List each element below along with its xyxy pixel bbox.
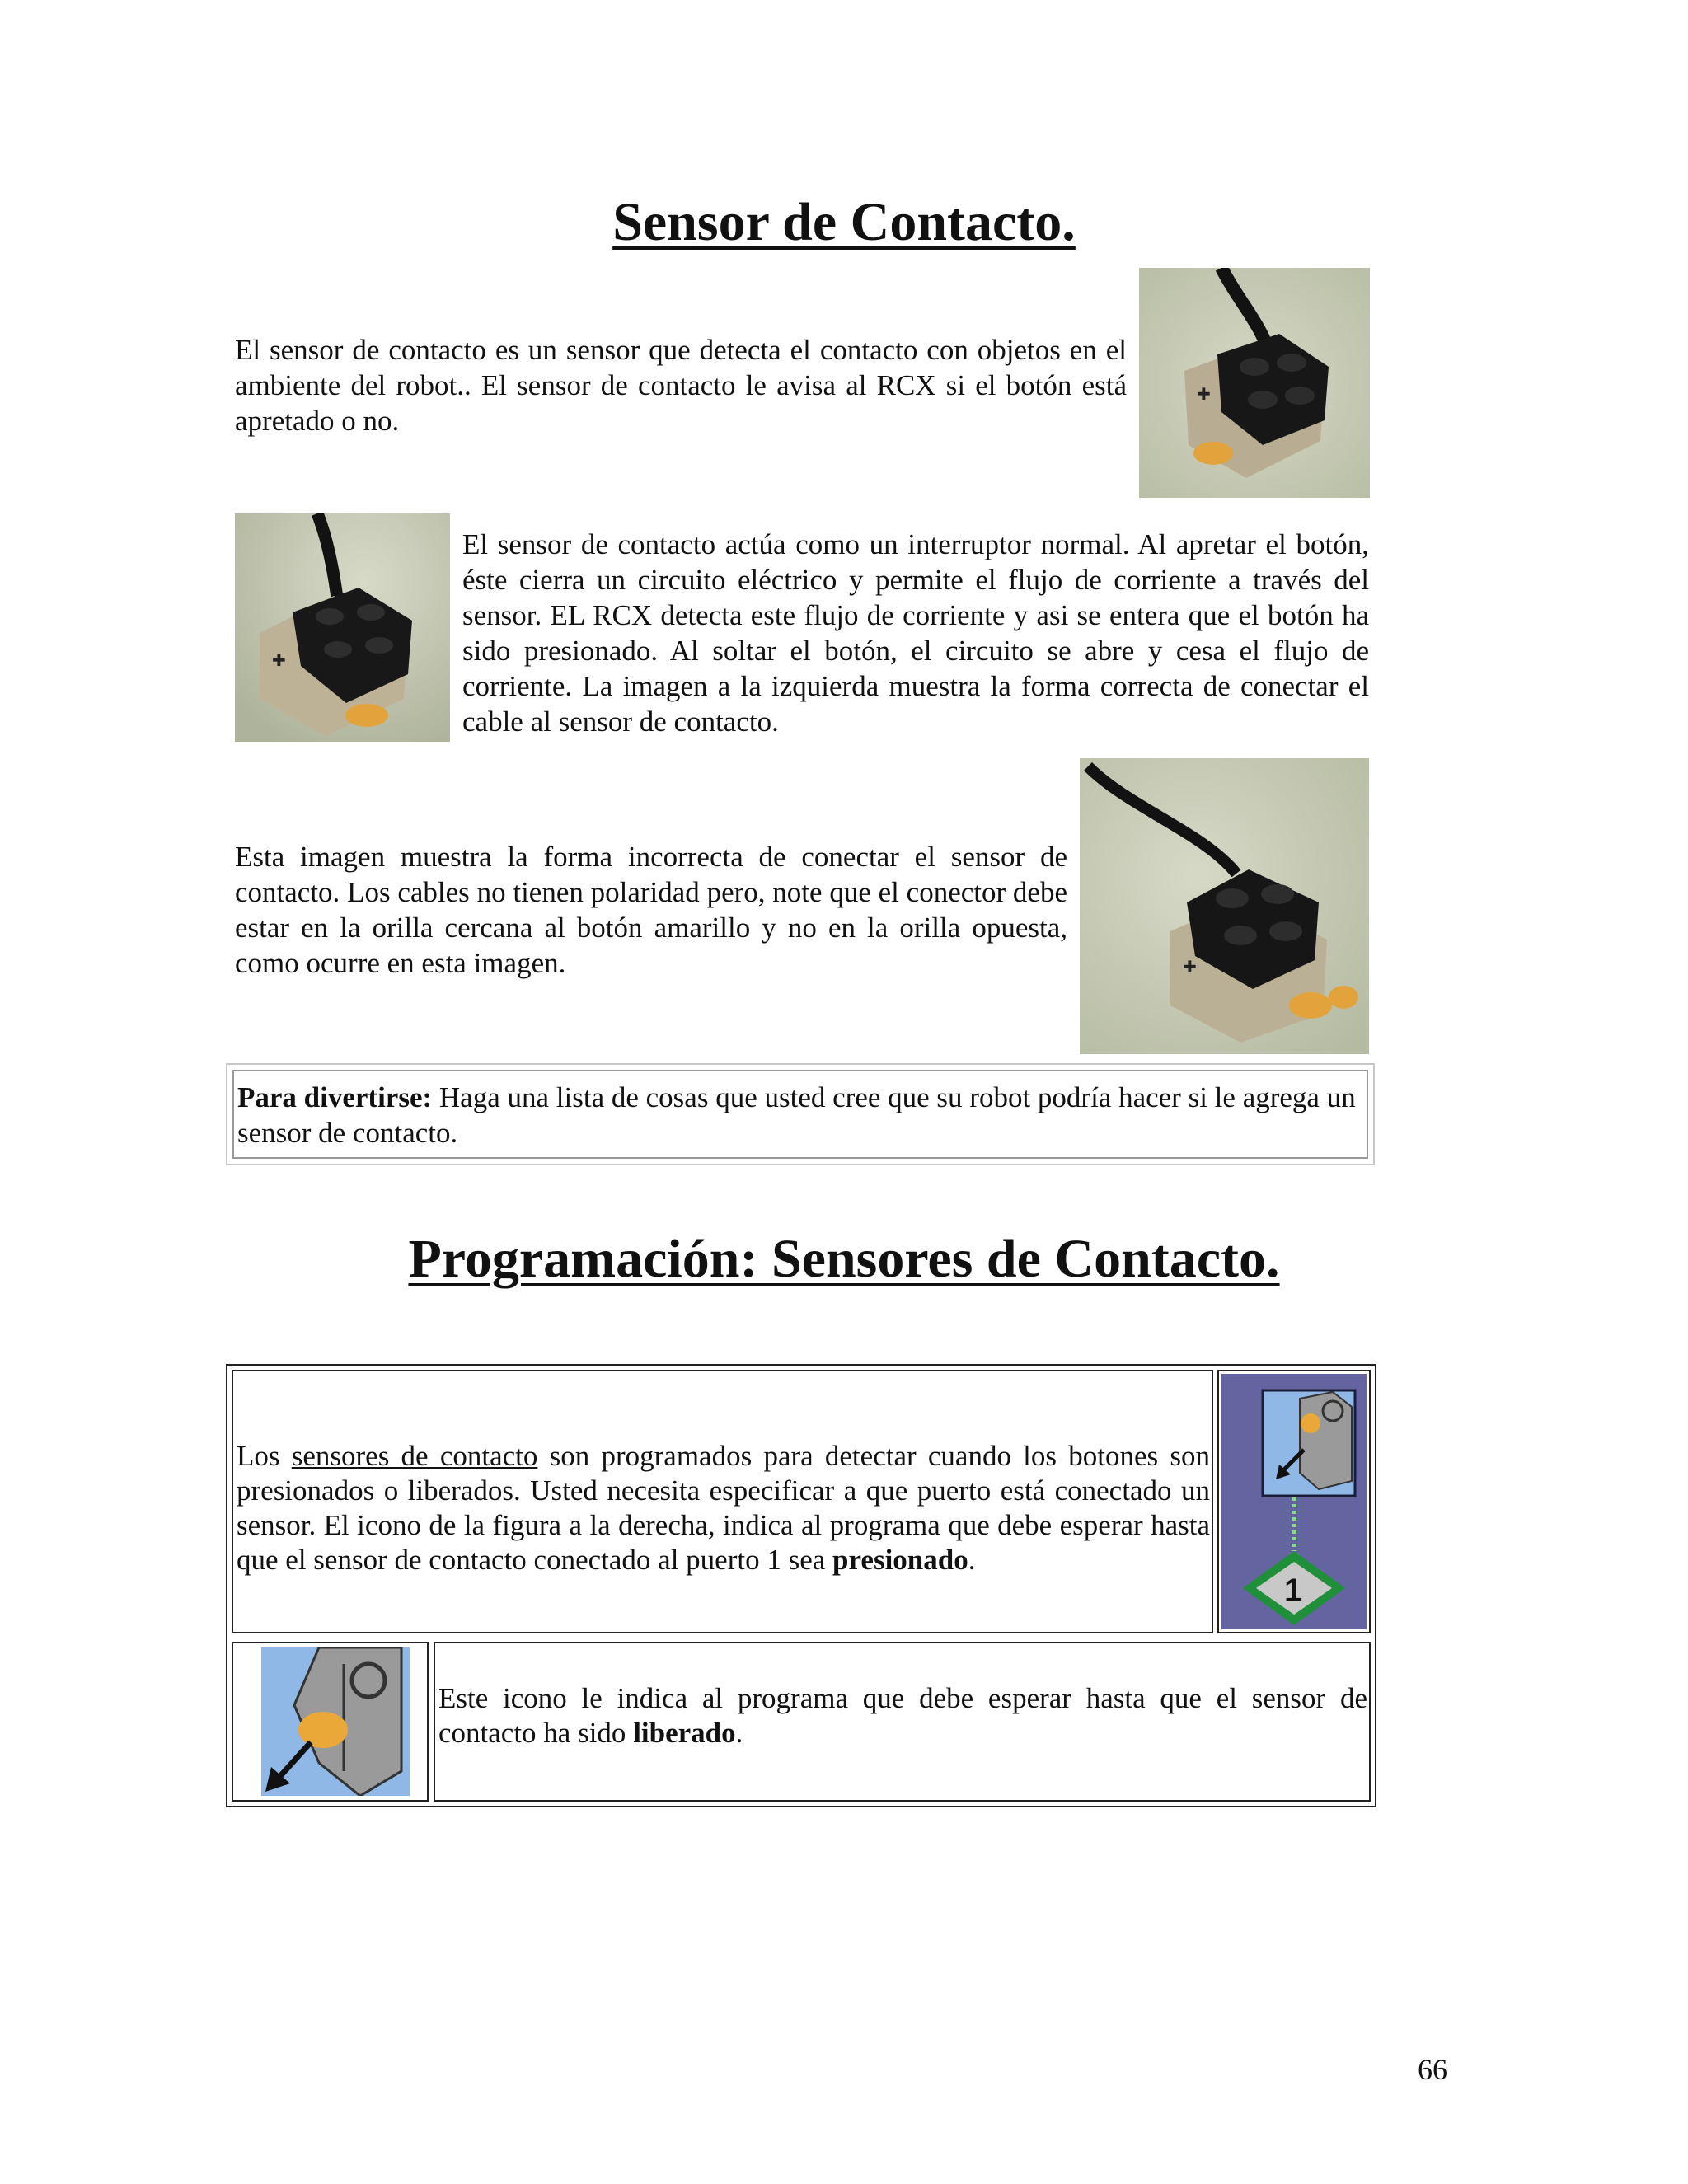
intro-paragraph: El sensor de contacto es un sensor que detecta el contacto con objetos en el ambiente del robot.. El sensor de contacto le avisa al RCX si el botón está apretado o no. [235, 334, 1127, 437]
touch-sensor-correct-photo [235, 513, 450, 742]
fun-box [226, 1063, 1375, 1165]
pressed-description: Los sensores de contacto son programados para detectar cuando los botones son presionados o liberados. Usted necesita especificar a que puerto está conectado un sensor. El icono de la figura a la derecha, indica al programa que debe esperar hasta que el sensor de contacto conectado al puerto 1 sea presionado. [237, 1440, 1210, 1576]
svg-text:✚: ✚ [272, 652, 286, 670]
touch-sensor-photo-1 [1139, 268, 1370, 498]
wait-released-icon [261, 1647, 410, 1796]
page-number: 66 [1418, 2053, 1447, 2086]
fun-box-body: Haga una lista de cosas que usted cree que su robot podría hacer si le agrega un sensor de contacto. [237, 1081, 1356, 1149]
table-cell-released-text [434, 1642, 1371, 1802]
touch-sensors-link[interactable]: sensores de contacto [291, 1440, 538, 1472]
table-cell-pressed-icon [1217, 1370, 1371, 1633]
table-cell-pressed-text [232, 1370, 1213, 1633]
incorrect-paragraph: Esta imagen muestra la forma incorrecta de conectar el sensor de contacto. Los cables no tienen polaridad pero, note que el conector debe estar en la orilla cercana al botón amarillo y no en la orilla opuesta, como ocurre en esta imagen. [235, 841, 1067, 979]
svg-text:✚: ✚ [1197, 386, 1211, 404]
fun-box-label: Para divertirse: [237, 1081, 433, 1113]
svg-text:✚: ✚ [1183, 958, 1197, 977]
table-cell-released-icon [232, 1642, 429, 1802]
wait-pressed-icon [1221, 1374, 1367, 1629]
released-description: Este icono le indica al programa que debe esperar hasta que el sensor de contacto ha sido liberado. [438, 1682, 1367, 1749]
touch-sensor-incorrect-photo [1080, 758, 1369, 1054]
fun-box-text [237, 1080, 1367, 1151]
port-number: 1 [1284, 1572, 1303, 1609]
page-title: Sensor de Contacto. [612, 192, 1076, 252]
programming-table [226, 1364, 1376, 1807]
switch-paragraph: El sensor de contacto actúa como un interruptor normal. Al apretar el botón, éste cierra un circuito eléctrico y permite el flujo de corriente a través del sensor. EL RCX detecta este flujo de corriente y asi se entera que el botón ha sido presionado. Al soltar el botón, el circuito se abre y cesa el flujo de corriente. La imagen a la izquierda muestra la forma correcta de conectar el cable al sensor de contacto. [462, 528, 1369, 738]
pressed-word: presionado [832, 1544, 968, 1576]
section-title: Programación: Sensores de Contacto. [408, 1229, 1280, 1289]
released-word: liberado [633, 1717, 736, 1749]
